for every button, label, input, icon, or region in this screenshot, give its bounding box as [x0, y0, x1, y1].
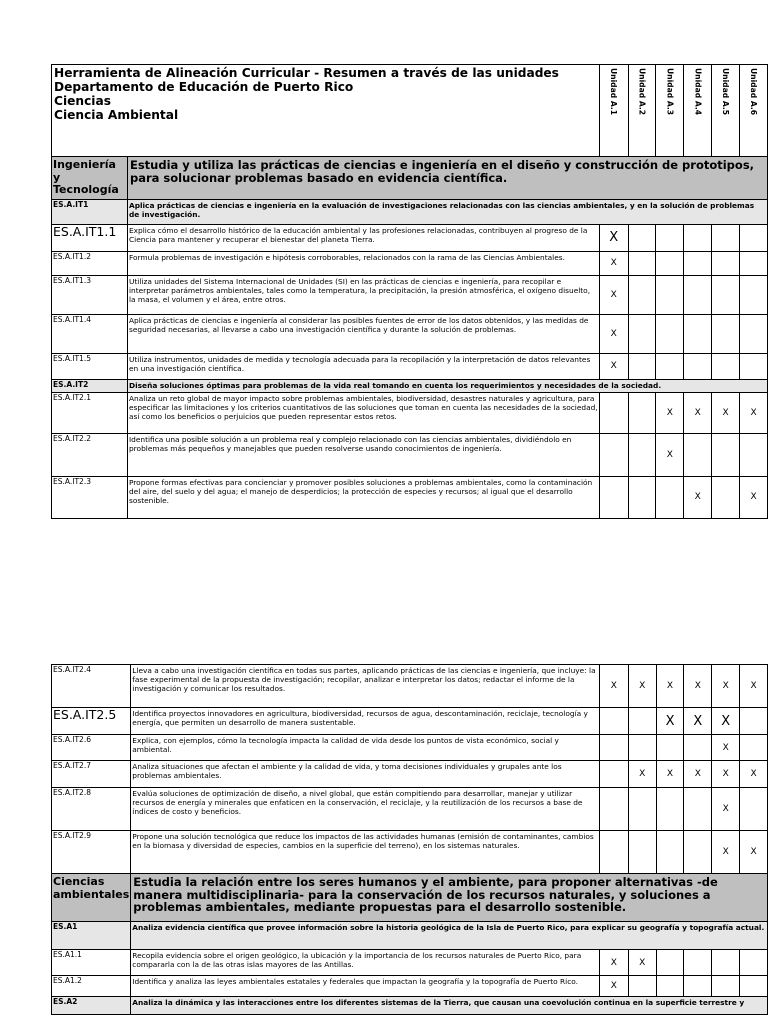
unit-mark-cell: X: [684, 708, 712, 735]
title-line: Departamento de Educación de Puerto Rico: [54, 80, 354, 94]
unit-mark-cell: [684, 275, 712, 314]
unit-mark-cell: X: [656, 761, 684, 788]
unit-mark-cell: [628, 433, 656, 476]
unit-mark-cell: [628, 708, 656, 735]
unit-mark-cell: [712, 353, 740, 379]
indicator-row: [52, 788, 768, 831]
indicator-description: Explica, con ejemplos, cómo la tecnología impacta la calidad de vida desde los puntos de vista económico, social y ambiental.: [131, 735, 600, 761]
unit-mark-cell: [628, 251, 656, 275]
unit-mark-cell: [740, 433, 768, 476]
unit-header: Unidad A.1: [599, 65, 628, 157]
unit-mark-cell: [599, 392, 628, 433]
unit-mark-cell: X: [599, 950, 628, 976]
indicator-row: [52, 976, 768, 997]
unit-mark-cell: X: [684, 665, 712, 708]
indicator-description: Recopila evidencia sobre el origen geológico, la ubicación y la importancia de los recursos naturales de Puerto Rico, para compararla con la de las otras islas mayores de las Antillas.: [131, 950, 600, 976]
unit-mark-cell: X: [628, 761, 656, 788]
indicator-row: [52, 314, 768, 353]
indicator-row: [52, 761, 768, 788]
section-description: Estudia y utiliza las prácticas de ciencias e ingeniería en el diseño y construcción de prototipos, para solucionar problemas basado en evidencia científica.: [127, 157, 767, 200]
unit-mark-cell: [656, 976, 684, 997]
unit-header: Unidad A.4: [684, 65, 712, 157]
unit-mark-cell: X: [712, 761, 740, 788]
unit-mark-cell: [628, 831, 656, 874]
unit-mark-cell: [740, 353, 768, 379]
unit-mark-cell: X: [599, 665, 628, 708]
unit-mark-cell: [628, 735, 656, 761]
standard-code: ES.A1: [52, 922, 131, 950]
indicator-row: [52, 665, 768, 708]
standard-description: Diseña soluciones óptimas para problemas de la vida real tomando en cuenta los requerimientos y necesidades de la sociedad.: [127, 379, 767, 392]
standard-code: ES.A.IT1: [52, 199, 128, 224]
unit-mark-cell: X: [740, 761, 768, 788]
indicator-description: Analiza un reto global de mayor impacto sobre problemas ambientales, biodiversidad, desastres naturales y agricultura, para especificar las limitaciones y los criterios cuantitativos de las soluciones que toman en cuenta las necesidades de la sociedad, así como los beneficios o perjuicios que pueden representar estos retos.: [127, 392, 599, 433]
unit-mark-cell: [684, 353, 712, 379]
unit-mark-cell: [740, 275, 768, 314]
indicator-code: ES.A.IT1.4: [52, 314, 128, 353]
indicator-row: [52, 433, 768, 476]
unit-mark-cell: [740, 224, 768, 251]
standard-description: Analiza la dinámica y las interacciones entre los diferentes sistemas de la Tierra, que causan una coevolución continua en la superficie terrestre y: [131, 997, 768, 1015]
unit-mark-cell: [740, 314, 768, 353]
standard-code: ES.A.IT2: [52, 379, 128, 392]
indicator-description: Identifica una posible solución a un problema real y complejo relacionado con las ciencias ambientales, dividiéndolo en problemas más pequeños y manejables que pueden resolverse usando conocimientos de ingeniería.: [127, 433, 599, 476]
alignment-table-page-2: [51, 664, 768, 1015]
unit-mark-cell: [684, 950, 712, 976]
unit-mark-cell: [740, 735, 768, 761]
indicator-code: ES.A1.1: [52, 950, 131, 976]
standard-description: Aplica prácticas de ciencias e ingeniería en la evaluación de investigaciones relacionadas con las ciencias ambientales, y en la solución de problemas de investigación.: [127, 199, 767, 224]
unit-mark-cell: [684, 224, 712, 251]
indicator-description: Propone formas efectivas para concienciar y promover posibles soluciones a problemas ambientales, como la contaminación del aire, del suelo y del agua; el manejo de desperdicios; la protección de especies y recursos; al igual que el desarrollo sostenible.: [127, 476, 599, 518]
unit-mark-cell: [599, 476, 628, 518]
indicator-description: Propone una solución tecnológica que reduce los impactos de las actividades humanas (emisión de contaminantes, cambios en la biomasa y diversidad de especies, cambios en la superficie del terreno), en los sistemas naturales.: [131, 831, 600, 874]
indicator-code: ES.A.IT1.3: [52, 275, 128, 314]
indicator-row: [52, 275, 768, 314]
indicator-row: [52, 353, 768, 379]
section-area: Ingeniería y Tecnología: [52, 157, 128, 200]
section-row: [52, 157, 768, 200]
unit-mark-cell: [628, 224, 656, 251]
unit-mark-cell: X: [712, 735, 740, 761]
unit-mark-cell: [599, 708, 628, 735]
unit-mark-cell: [656, 251, 684, 275]
unit-mark-cell: [712, 275, 740, 314]
unit-mark-cell: [684, 976, 712, 997]
indicator-description: Identifica y analiza las leyes ambientales estatales y federales que impactan la geografía y la topografía de Puerto Rico.: [131, 976, 600, 997]
indicator-code: ES.A.IT2.1: [52, 392, 128, 433]
indicator-description: Lleva a cabo una investigación científica en todas sus partes, aplicando prácticas de las ciencias e ingeniería, que incluye: la fase experimental de la propuesta de investigación; recopilar, analizar e interpretar los datos; redactar el informe de la investigación y comunicar los resultados.: [131, 665, 600, 708]
unit-mark-cell: [712, 476, 740, 518]
indicator-code: ES.A1.2: [52, 976, 131, 997]
unit-mark-cell: X: [740, 476, 768, 518]
indicator-description: Formula problemas de investigación e hipótesis corroborables, relacionados con la rama de las Ciencias Ambientales.: [127, 251, 599, 275]
indicator-description: Utiliza unidades del Sistema Internacional de Unidades (SI) en las prácticas de ciencias e ingeniería, para recopilar e interpretar parámetros ambientales, tales como la temperatura, la precipitación, la presión atmosférica, el oxígeno disuelto, la masa, el volumen y el área, entre otros.: [127, 275, 599, 314]
unit-mark-cell: X: [684, 761, 712, 788]
indicator-description: Identifica proyectos innovadores en agricultura, biodiversidad, recursos de agua, descontaminación, reciclaje, tecnología y energía, que permiten un desarrollo de manera sustentable.: [131, 708, 600, 735]
unit-mark-cell: [656, 275, 684, 314]
unit-mark-cell: [628, 976, 656, 997]
unit-header: Unidad A.2: [628, 65, 656, 157]
indicator-description: Explica cómo el desarrollo histórico de la educación ambiental y las profesiones relacionadas, contribuyen al progreso de la Ciencia para mantener y recuperar el bienestar del planeta Tierra.: [127, 224, 599, 251]
unit-mark-cell: [628, 392, 656, 433]
unit-mark-cell: [740, 251, 768, 275]
unit-mark-cell: [628, 788, 656, 831]
indicator-code: ES.A.IT2.7: [52, 761, 131, 788]
unit-mark-cell: [628, 476, 656, 518]
indicator-code: ES.A.IT1.2: [52, 251, 128, 275]
unit-mark-cell: [712, 314, 740, 353]
indicator-code: ES.A.IT2.9: [52, 831, 131, 874]
indicator-code: ES.A.IT2.6: [52, 735, 131, 761]
unit-mark-cell: [684, 251, 712, 275]
section-row: [52, 874, 768, 922]
unit-mark-cell: [656, 735, 684, 761]
unit-mark-cell: [628, 353, 656, 379]
indicator-description: Evalúa soluciones de optimización de diseño, a nivel global, que están compitiendo para desarrollar, manejar y utilizar recursos de energía y minerales que enfaticen en la conservación, el reciclaje, y la reutilización de los recursos a base de índices de costo y beneficios.: [131, 788, 600, 831]
unit-mark-cell: [656, 950, 684, 976]
unit-mark-cell: [599, 831, 628, 874]
unit-mark-cell: X: [656, 665, 684, 708]
unit-mark-cell: [599, 761, 628, 788]
unit-mark-cell: [628, 314, 656, 353]
indicator-row: [52, 251, 768, 275]
title-line: Ciencia Ambiental: [54, 108, 179, 122]
unit-mark-cell: X: [599, 976, 628, 997]
unit-mark-cell: X: [740, 665, 768, 708]
unit-mark-cell: [684, 314, 712, 353]
indicator-row: [52, 224, 768, 251]
unit-mark-cell: X: [656, 392, 684, 433]
unit-mark-cell: X: [628, 665, 656, 708]
indicator-description: Aplica prácticas de ciencias e ingeniería al considerar las posibles fuentes de error de los datos obtenidos, y las medidas de seguridad necesarias, al llevarse a cabo una investigación científica y durante la solución de problemas.: [127, 314, 599, 353]
unit-mark-cell: X: [599, 224, 628, 251]
alignment-table-page-1: [51, 64, 768, 519]
unit-header: Unidad A.3: [656, 65, 684, 157]
standard-row: [52, 379, 768, 392]
unit-mark-cell: [599, 735, 628, 761]
section-description: Estudia la relación entre los seres humanos y el ambiente, para proponer alternativas -de manera multidisciplinaria- para la conservación de los recursos naturales, y soluciones a problemas ambientales, mediante propuestas para el desarrollo sostenible.: [131, 874, 768, 922]
unit-mark-cell: X: [712, 831, 740, 874]
unit-header: Unidad A.5: [712, 65, 740, 157]
unit-mark-cell: X: [712, 665, 740, 708]
unit-mark-cell: [656, 476, 684, 518]
indicator-code: ES.A.IT2.4: [52, 665, 131, 708]
document-title-block: [52, 65, 600, 157]
standard-row: [52, 997, 768, 1015]
unit-mark-cell: [684, 788, 712, 831]
unit-mark-cell: [712, 433, 740, 476]
unit-mark-cell: X: [712, 708, 740, 735]
unit-mark-cell: X: [740, 392, 768, 433]
title-line: Herramienta de Alineación Curricular - Resumen a través de las unidades: [54, 66, 559, 80]
unit-mark-cell: [656, 353, 684, 379]
unit-mark-cell: [740, 976, 768, 997]
unit-mark-cell: [599, 433, 628, 476]
unit-mark-cell: [712, 224, 740, 251]
unit-mark-cell: [740, 950, 768, 976]
unit-mark-cell: X: [684, 392, 712, 433]
unit-mark-cell: X: [599, 353, 628, 379]
standard-code: ES.A2: [52, 997, 131, 1015]
unit-mark-cell: X: [599, 314, 628, 353]
indicator-code: ES.A.IT2.8: [52, 788, 131, 831]
unit-mark-cell: X: [628, 950, 656, 976]
indicator-row: [52, 831, 768, 874]
indicator-code: ES.A.IT2.2: [52, 433, 128, 476]
unit-mark-cell: [656, 224, 684, 251]
unit-mark-cell: [740, 788, 768, 831]
unit-header: Unidad A.6: [740, 65, 768, 157]
indicator-code: ES.A.IT1.1: [52, 224, 128, 251]
indicator-code: ES.A.IT2.3: [52, 476, 128, 518]
unit-mark-cell: X: [712, 788, 740, 831]
unit-mark-cell: X: [712, 392, 740, 433]
standard-description: Analiza evidencia científica que provee información sobre la historia geológica de la Isla de Puerto Rico, para explicar su geografía y topografía actual.: [131, 922, 768, 950]
unit-mark-cell: [712, 251, 740, 275]
unit-mark-cell: X: [599, 251, 628, 275]
indicator-code: ES.A.IT1.5: [52, 353, 128, 379]
title-line: Ciencias: [54, 94, 111, 108]
header-row: [52, 65, 768, 157]
unit-mark-cell: [712, 950, 740, 976]
indicator-row: [52, 735, 768, 761]
unit-mark-cell: [684, 433, 712, 476]
unit-mark-cell: [684, 735, 712, 761]
unit-mark-cell: [684, 831, 712, 874]
unit-mark-cell: [740, 708, 768, 735]
unit-mark-cell: [628, 275, 656, 314]
unit-mark-cell: X: [599, 275, 628, 314]
indicator-row: [52, 392, 768, 433]
unit-mark-cell: [656, 831, 684, 874]
indicator-description: Utiliza instrumentos, unidades de medida y tecnología adecuada para la recopilación y la interpretación de datos relevantes en una investigación científica.: [127, 353, 599, 379]
indicator-row: [52, 708, 768, 735]
unit-mark-cell: [712, 976, 740, 997]
unit-mark-cell: [656, 788, 684, 831]
unit-mark-cell: [599, 788, 628, 831]
indicator-row: [52, 950, 768, 976]
standard-row: [52, 922, 768, 950]
unit-mark-cell: [656, 314, 684, 353]
indicator-description: Analiza situaciones que afectan el ambiente y la calidad de vida, y toma decisiones individuales y grupales ante los problemas ambientales.: [131, 761, 600, 788]
unit-mark-cell: X: [740, 831, 768, 874]
section-area: Ciencias ambientales: [52, 874, 131, 922]
unit-mark-cell: X: [656, 708, 684, 735]
standard-row: [52, 199, 768, 224]
indicator-code: ES.A.IT2.5: [52, 708, 131, 735]
unit-mark-cell: X: [656, 433, 684, 476]
indicator-row: [52, 476, 768, 518]
unit-mark-cell: X: [684, 476, 712, 518]
